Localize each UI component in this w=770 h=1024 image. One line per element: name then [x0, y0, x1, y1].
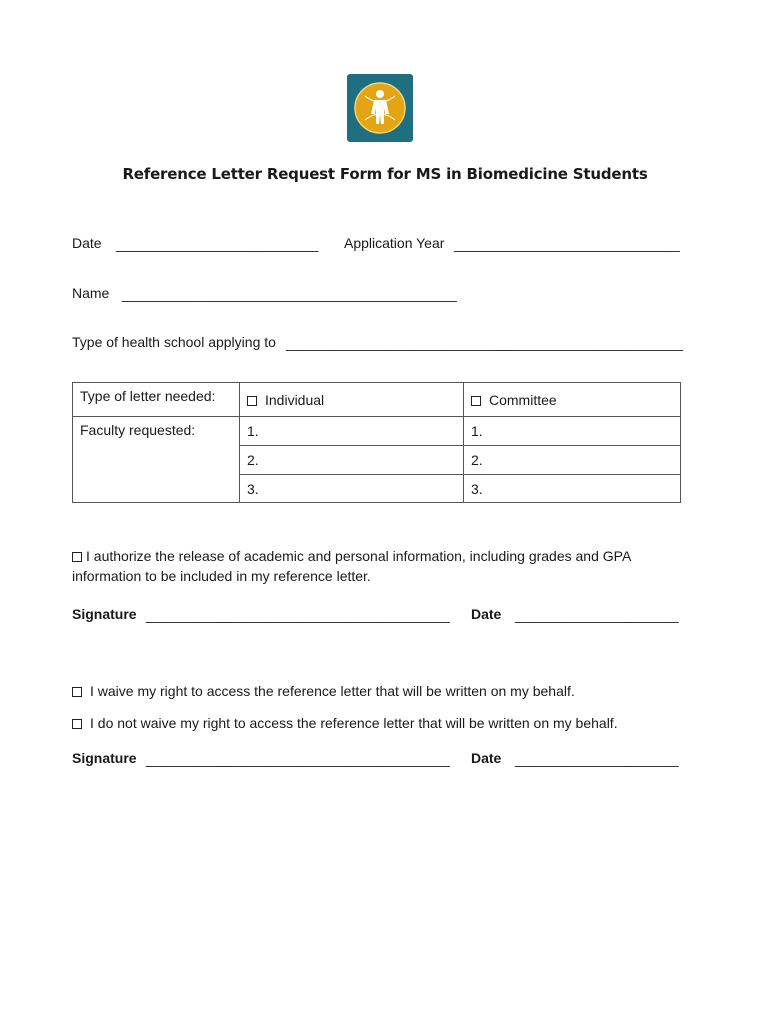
signature-label-2: Signature [72, 750, 137, 766]
application-year-label: Application Year [344, 235, 445, 251]
committee-option[interactable] [464, 383, 681, 417]
faculty-requested-label: Faculty requested: [73, 417, 240, 503]
date-label: Date [72, 235, 102, 251]
not-waive-checkbox[interactable] [72, 719, 82, 729]
signature-date-field-2[interactable]: _____________________ [515, 751, 679, 767]
individual-option[interactable] [240, 383, 464, 417]
application-year-field[interactable]: _____________________________ [454, 236, 680, 252]
individual-checkbox[interactable] [247, 396, 257, 406]
committee-checkbox[interactable] [471, 396, 481, 406]
waive-option [72, 683, 575, 699]
individual-label: Individual [265, 391, 325, 408]
not-waive-option [72, 715, 618, 731]
letter-type-label: Type of letter needed: [73, 383, 240, 417]
signature-field-2[interactable]: _______________________________________ [146, 751, 450, 767]
committee-faculty-3[interactable]: 3. [464, 475, 681, 503]
authorization-text: I authorize the release of academic and personal information, including grades and GPA information to be included in my reference letter. [72, 548, 631, 584]
letter-request-table [72, 382, 681, 503]
page-title: Reference Letter Request Form for MS in Biomedicine Students [122, 165, 648, 183]
individual-faculty-2[interactable]: 2. [240, 446, 464, 475]
committee-faculty-1[interactable]: 1. [464, 417, 681, 446]
individual-faculty-1[interactable]: 1. [240, 417, 464, 446]
signature-field-1[interactable]: _______________________________________ [146, 607, 450, 623]
name-label: Name [72, 285, 110, 301]
authorization-checkbox[interactable] [72, 552, 82, 562]
signature-label-1: Signature [72, 606, 137, 622]
name-field[interactable]: ___________________________________________ [122, 286, 457, 302]
logo [347, 74, 413, 142]
authorization-statement [72, 546, 692, 586]
signature-date-label-1: Date [471, 606, 502, 622]
date-field[interactable]: __________________________ [116, 236, 319, 252]
committee-faculty-2[interactable]: 2. [464, 446, 681, 475]
waive-checkbox[interactable] [72, 687, 82, 697]
signature-date-field-1[interactable]: _____________________ [515, 607, 679, 623]
school-type-field[interactable]: ___________________________________________________ [286, 335, 684, 351]
committee-label: Committee [489, 391, 557, 408]
school-type-label: Type of health school applying to [72, 334, 276, 350]
waive-text: I waive my right to access the reference letter that will be written on my behalf. [90, 683, 575, 699]
not-waive-text: I do not waive my right to access the reference letter that will be written on my behalf. [90, 715, 618, 731]
signature-date-label-2: Date [471, 750, 502, 766]
individual-faculty-3[interactable]: 3. [240, 475, 464, 503]
